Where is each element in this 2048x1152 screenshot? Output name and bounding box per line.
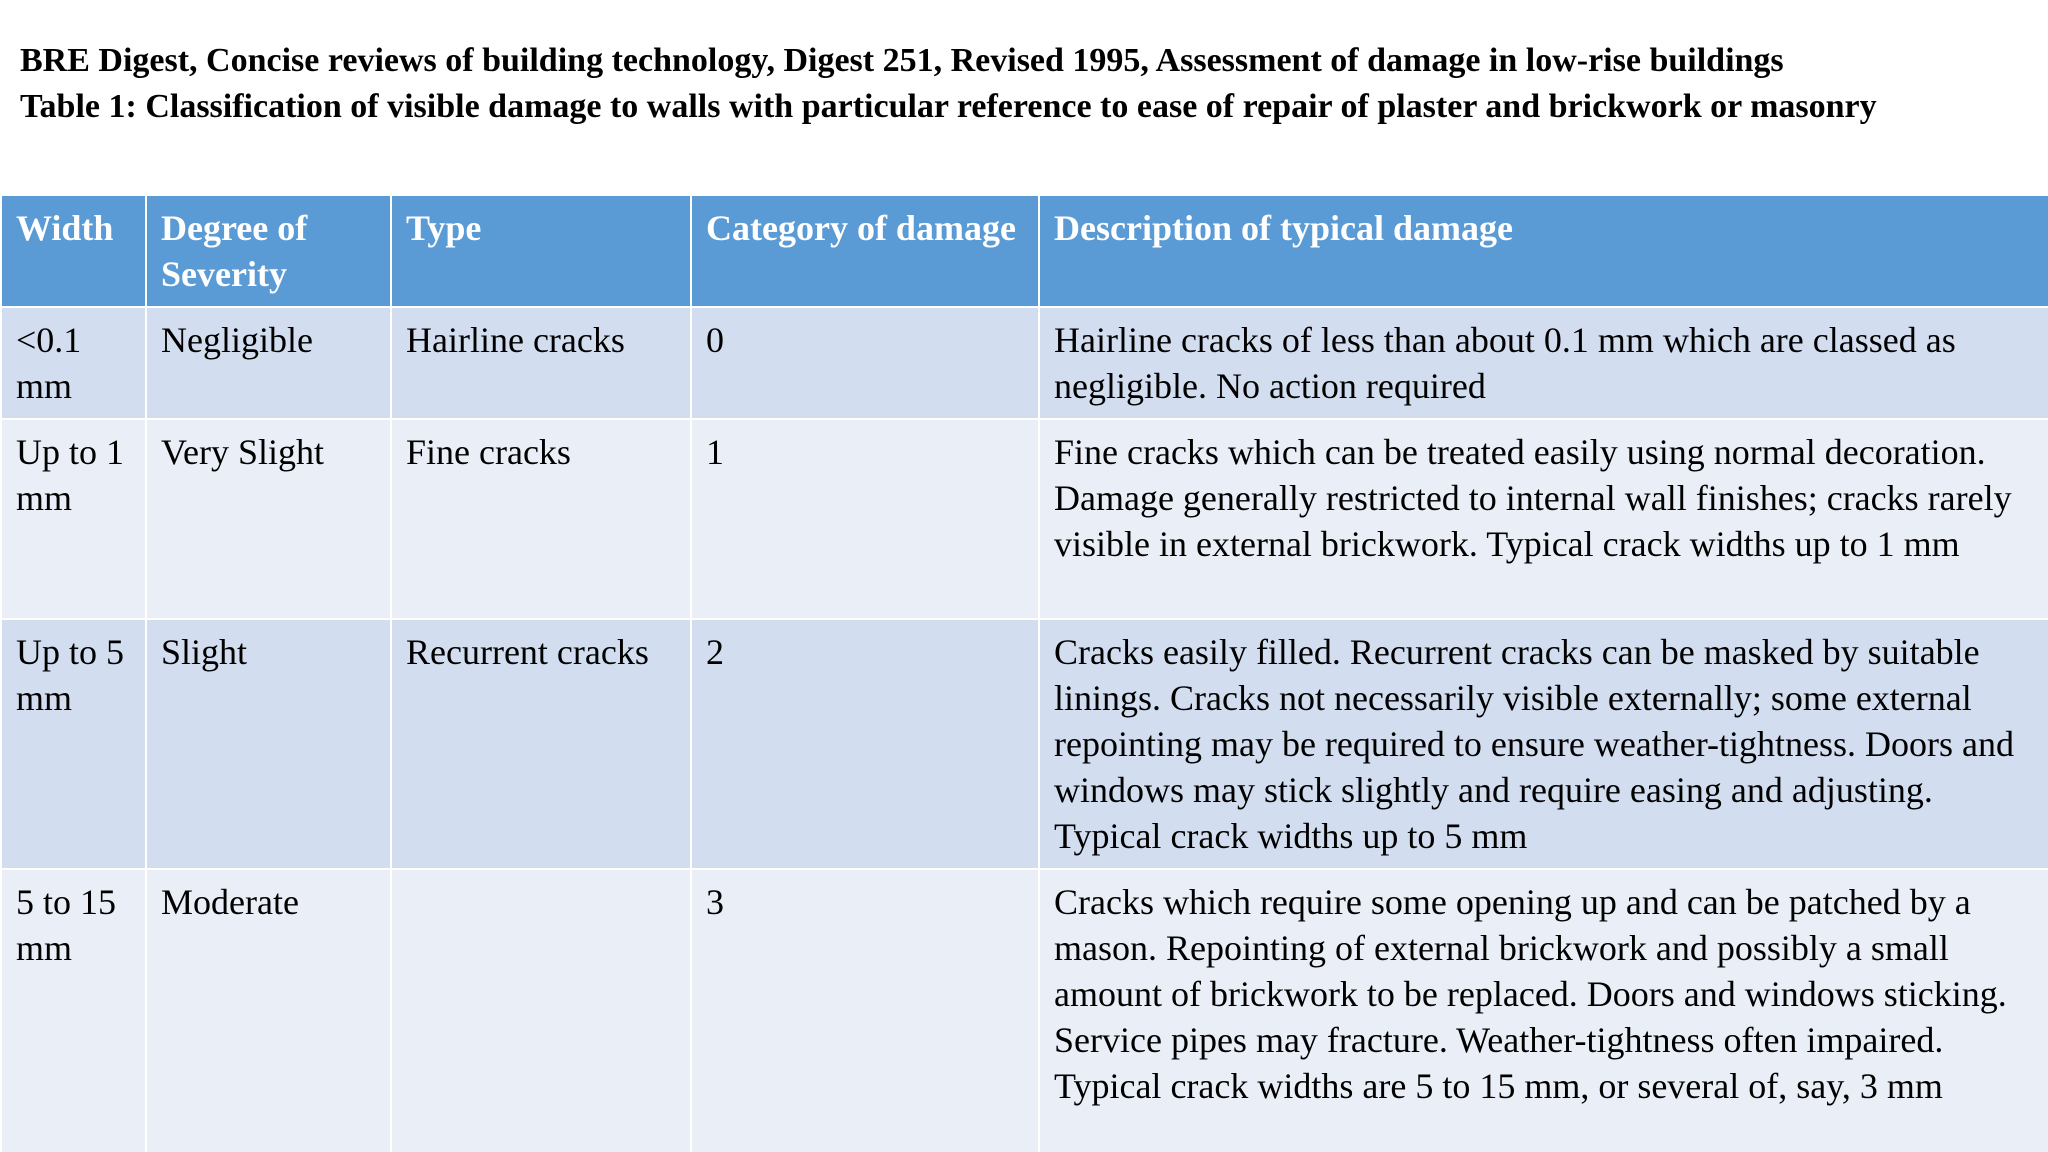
header-degree-of-severity: Degree of Severity [146, 195, 391, 307]
cell-severity: Moderate [146, 869, 391, 1152]
cell-category: 1 [691, 419, 1039, 619]
cell-description: Hairline cracks of less than about 0.1 mm which are classed as negligible. No action required [1039, 307, 2048, 419]
cell-type: Fine cracks [391, 419, 691, 619]
cell-type: Recurrent cracks [391, 619, 691, 869]
table-row [1, 419, 2048, 619]
slide-heading [20, 38, 2030, 130]
cell-width: Up to 5 mm [1, 619, 146, 869]
cell-description: Fine cracks which can be treated easily using normal decoration. Damage generally restricted to internal wall finishes; cracks rarely visible in external brickwork. Typical crack widths up to 1 mm [1039, 419, 2048, 619]
digest-title: BRE Digest, Concise reviews of building technology, Digest 251, Revised 1995, Assessment of damage in low-rise buildings [20, 42, 1784, 79]
cell-description: Cracks which require some opening up and can be patched by a mason. Repointing of external brickwork and possibly a small amount of brickwork to be replaced. Doors and windows sticking. Service pipes may fracture. Weather-tightness often impaired. Typical crack widths are 5 to 15 mm, or several of, say, 3 mm [1039, 869, 2048, 1152]
header-category-of-damage: Category of damage [691, 195, 1039, 307]
cell-description: Cracks easily filled. Recurrent cracks can be masked by suitable linings. Cracks not necessarily visible externally; some external repointing may be required to ensure weather-tightness. Doors and windows may stick slightly and require easing and adjusting. Typical crack widths up to 5 mm [1039, 619, 2048, 869]
table-header-row [1, 195, 2048, 307]
cell-category: 3 [691, 869, 1039, 1152]
cell-category: 2 [691, 619, 1039, 869]
cell-severity: Very Slight [146, 419, 391, 619]
header-width: Width [1, 195, 146, 307]
table-row [1, 307, 2048, 419]
cell-severity: Slight [146, 619, 391, 869]
cell-severity: Negligible [146, 307, 391, 419]
cell-width: Up to 1 mm [1, 419, 146, 619]
cell-width: 5 to 15 mm [1, 869, 146, 1152]
cell-category: 0 [691, 307, 1039, 419]
table-row [1, 619, 2048, 869]
cell-type: Hairline cracks [391, 307, 691, 419]
damage-classification-table [0, 194, 2048, 1152]
table-caption: Table 1: Classification of visible damage to walls with particular reference to ease of repair of plaster and brickwork or masonry [20, 88, 1877, 125]
cell-type [391, 869, 691, 1152]
header-description: Description of typical damage [1039, 195, 2048, 307]
header-type: Type [391, 195, 691, 307]
table-row [1, 869, 2048, 1152]
cell-width: <0.1 mm [1, 307, 146, 419]
